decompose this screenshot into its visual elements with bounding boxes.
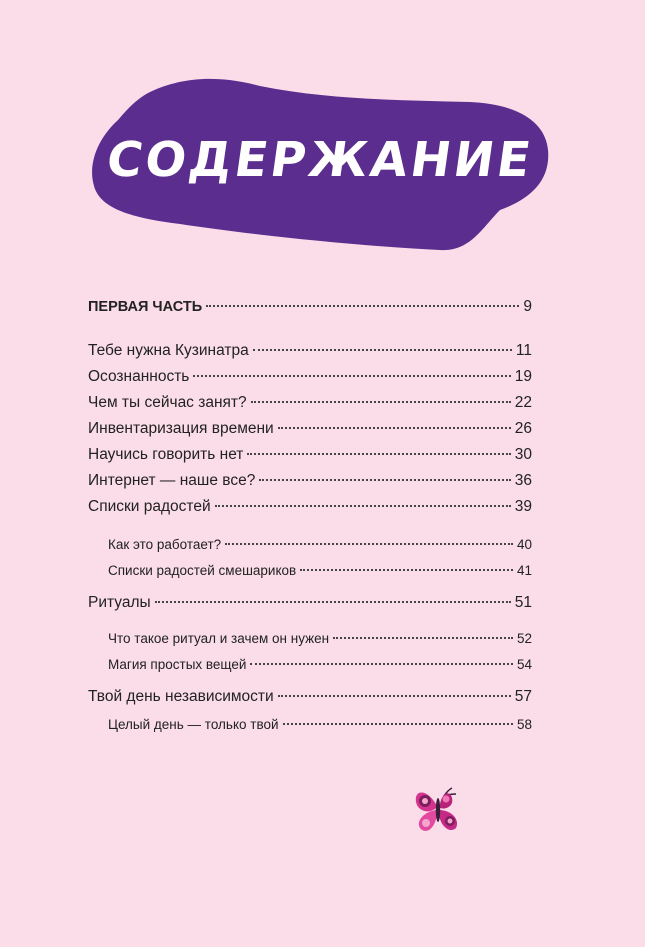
toc-entry-label: Списки радостей смешариков [108,563,297,578]
toc-dot-leader [247,453,510,455]
toc-entry-label: Магия простых вещей [108,657,247,672]
toc-entry-page: 58 [516,717,532,732]
toc-entry[interactable] [88,367,532,387]
toc-dot-leader [259,479,510,481]
toc-entry-label: Чем ты сейчас занят? [88,394,247,411]
toc-entry-label: Научись говорить нет [88,446,244,463]
toc-entry-page: 22 [514,394,532,411]
toc-dot-leader [278,695,511,697]
toc-entry-page: 36 [514,472,532,489]
toc-entry-page: 9 [523,298,532,315]
toc-entry-page: 11 [515,342,532,359]
toc-entry-label: Твой день независимости [88,688,274,705]
toc-dot-leader [225,543,513,545]
toc-entry-part-one[interactable] [88,297,532,317]
toc-dot-leader [155,601,511,603]
toc-dot-leader [206,305,519,307]
toc-entry-page: 52 [516,631,532,646]
toc-entry-label: Инвентаризация времени [88,420,274,437]
toc-dot-leader [251,401,511,403]
toc-entry[interactable] [88,445,532,465]
toc-dot-leader [215,505,511,507]
toc-entry-label: Списки радостей [88,498,211,515]
toc-entry-page: 41 [516,563,532,578]
toc-entry-label: Тебе нужна Кузинатра [88,342,249,359]
toc-entry-page: 19 [514,368,532,385]
toc-entry[interactable] [88,593,532,613]
toc-entry[interactable] [88,497,532,517]
toc-dot-leader [333,637,513,639]
toc-entry-page: 26 [514,420,532,437]
toc-dot-leader [250,663,513,665]
toc-subentry[interactable] [108,655,532,675]
toc-subentry[interactable] [108,629,532,649]
toc-entry[interactable] [88,471,532,491]
toc-entry-page: 39 [514,498,532,515]
toc-entry-page: 51 [514,594,532,611]
toc-entry-label: Целый день — только твой [108,717,279,732]
toc-dot-leader [300,569,513,571]
toc-entry[interactable] [88,419,532,439]
toc-entry-label: Интернет — наше все? [88,472,256,489]
toc-entry-page: 30 [514,446,532,463]
toc-subentry[interactable] [108,535,532,555]
toc-entry-label: ПЕРВАЯ ЧАСТЬ [88,299,203,315]
toc-dot-leader [253,349,512,351]
page-title: СОДЕРЖАНИЕ [103,132,537,188]
toc-entry-label: Осознанность [88,368,190,385]
toc-entry-page: 54 [516,657,532,672]
toc-subentry[interactable] [108,561,532,581]
toc-dot-leader [283,723,513,725]
toc-dot-leader [278,427,511,429]
butterfly-icon [412,784,462,836]
toc-entry[interactable] [88,393,532,413]
toc-entry[interactable] [88,341,532,361]
title-blob [0,0,645,260]
toc-dot-leader [193,375,510,377]
toc-entry-label: Что такое ритуал и зачем он нужен [108,631,330,646]
toc-entry-label: Как это работает? [108,537,222,552]
toc-subentry[interactable] [108,715,532,735]
toc-entry[interactable] [88,687,532,707]
toc-entry-page: 40 [516,537,532,552]
toc-entry-page: 57 [514,688,532,705]
toc-entry-label: Ритуалы [88,594,151,611]
